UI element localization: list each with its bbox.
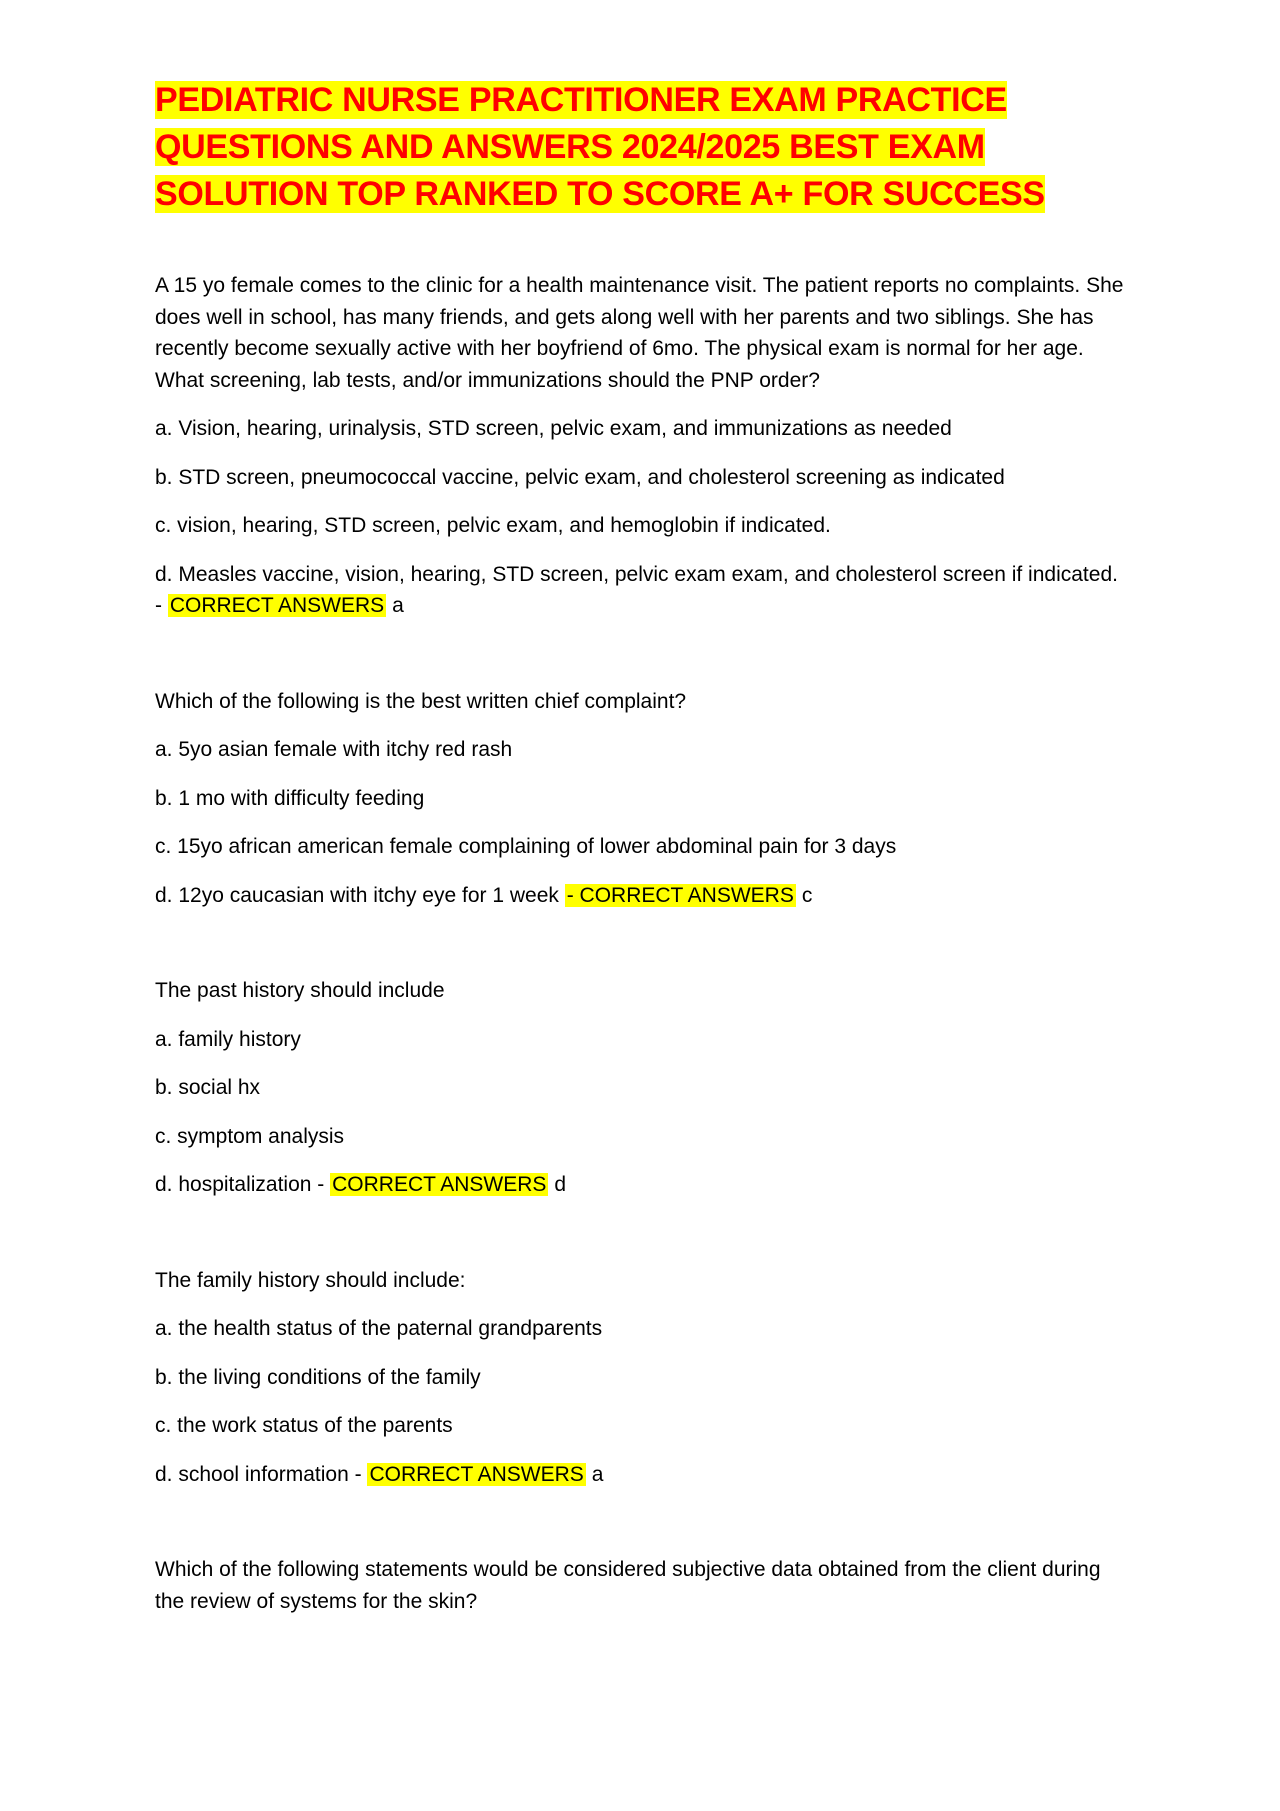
title-line-1: PEDIATRIC NURSE PRACTITIONER EXAM PRACTICE: [155, 81, 1007, 119]
option-b: b. 1 mo with difficulty feeding: [155, 786, 425, 810]
title-line-2: QUESTIONS AND ANSWERS 2024/2025 BEST EXAM: [155, 128, 985, 166]
option-a: a. 5yo asian female with itchy red rash: [155, 738, 513, 761]
option-d-with-answer: [155, 1169, 1130, 1201]
question-stem: Which of the following statements would be considered subjective data obtained from the client during the review of systems for the skin?: [155, 1558, 1101, 1613]
question-stem: The past history should include: [155, 979, 445, 1002]
correct-answers-label: CORRECT ANSWERS: [169, 594, 385, 617]
correct-answer-letter: a: [392, 594, 404, 617]
option-b: b. STD screen, pneumococcal vaccine, pelvic exam, and cholesterol screening as indicated: [155, 465, 1005, 489]
question-2: [155, 686, 1130, 912]
question-stem: Which of the following is the best written chief complaint?: [155, 689, 687, 713]
correct-answer-letter: d: [554, 1173, 567, 1196]
correct-answer-letter: a: [591, 1462, 604, 1486]
correct-answers-label: [565, 884, 796, 907]
option-c: c. 15yo african american female complaining of lower abdominal pain for 3 days: [155, 835, 897, 858]
correct-answers-label: CORRECT ANSWERS: [332, 1173, 547, 1196]
option-d: d. Measles vaccine, vision, hearing, STD screen, pelvic exam exam, and cholesterol screen if indicated. -: [155, 562, 1118, 617]
option-a: a. Vision, hearing, urinalysis, STD screen, pelvic exam, and immunizations as needed: [155, 417, 952, 440]
question-3: [155, 975, 1130, 1201]
question-separator: [155, 1201, 1130, 1265]
option-a: a. family history: [155, 1027, 301, 1051]
option-d-with-answer: [155, 559, 1130, 622]
option-b: b. the living conditions of the family: [155, 1365, 481, 1389]
question-1: [155, 270, 1130, 622]
answer-prefix: -: [566, 883, 580, 907]
option-d-with-answer: [155, 880, 1130, 912]
option-d-with-answer: [155, 1459, 1130, 1491]
option-c: c. the work status of the parents: [155, 1414, 453, 1437]
title-line-3: SOLUTION TOP RANKED TO SCORE A+ FOR SUCCESS: [155, 175, 1045, 213]
option-b: b. social hx: [155, 1076, 261, 1099]
question-separator: [155, 622, 1130, 686]
question-separator: [155, 1490, 1130, 1554]
question-4: [155, 1265, 1130, 1491]
correct-answer-letter: c: [801, 883, 813, 907]
option-d: d. hospitalization -: [155, 1173, 331, 1196]
question-stem: A 15 yo female comes to the clinic for a health maintenance visit. The patient reports no complaints. She does well in school, has many friends, and gets along well with her parents and two siblings. She has recently become sexually active with her boyfriend of 6mo. The physical exam is normal for her age. What screening, lab tests, and/or immunizations should the PNP order?: [155, 274, 1124, 392]
question-stem: The family history should include:: [155, 1268, 466, 1292]
answer-label-text: CORRECT ANSWERS: [579, 883, 794, 907]
option-c: c. vision, hearing, STD screen, pelvic exam, and hemoglobin if indicated.: [155, 514, 831, 537]
option-c: c. symptom analysis: [155, 1124, 345, 1148]
document-title: [155, 77, 1130, 218]
question-separator: [155, 911, 1130, 975]
correct-answers-label: CORRECT ANSWERS: [369, 1462, 584, 1486]
option-d: d. 12yo caucasian with itchy eye for 1 week: [155, 883, 565, 907]
option-a: a. the health status of the paternal grandparents: [155, 1317, 603, 1340]
question-5: [155, 1554, 1130, 1617]
option-d: d. school information -: [155, 1462, 368, 1486]
